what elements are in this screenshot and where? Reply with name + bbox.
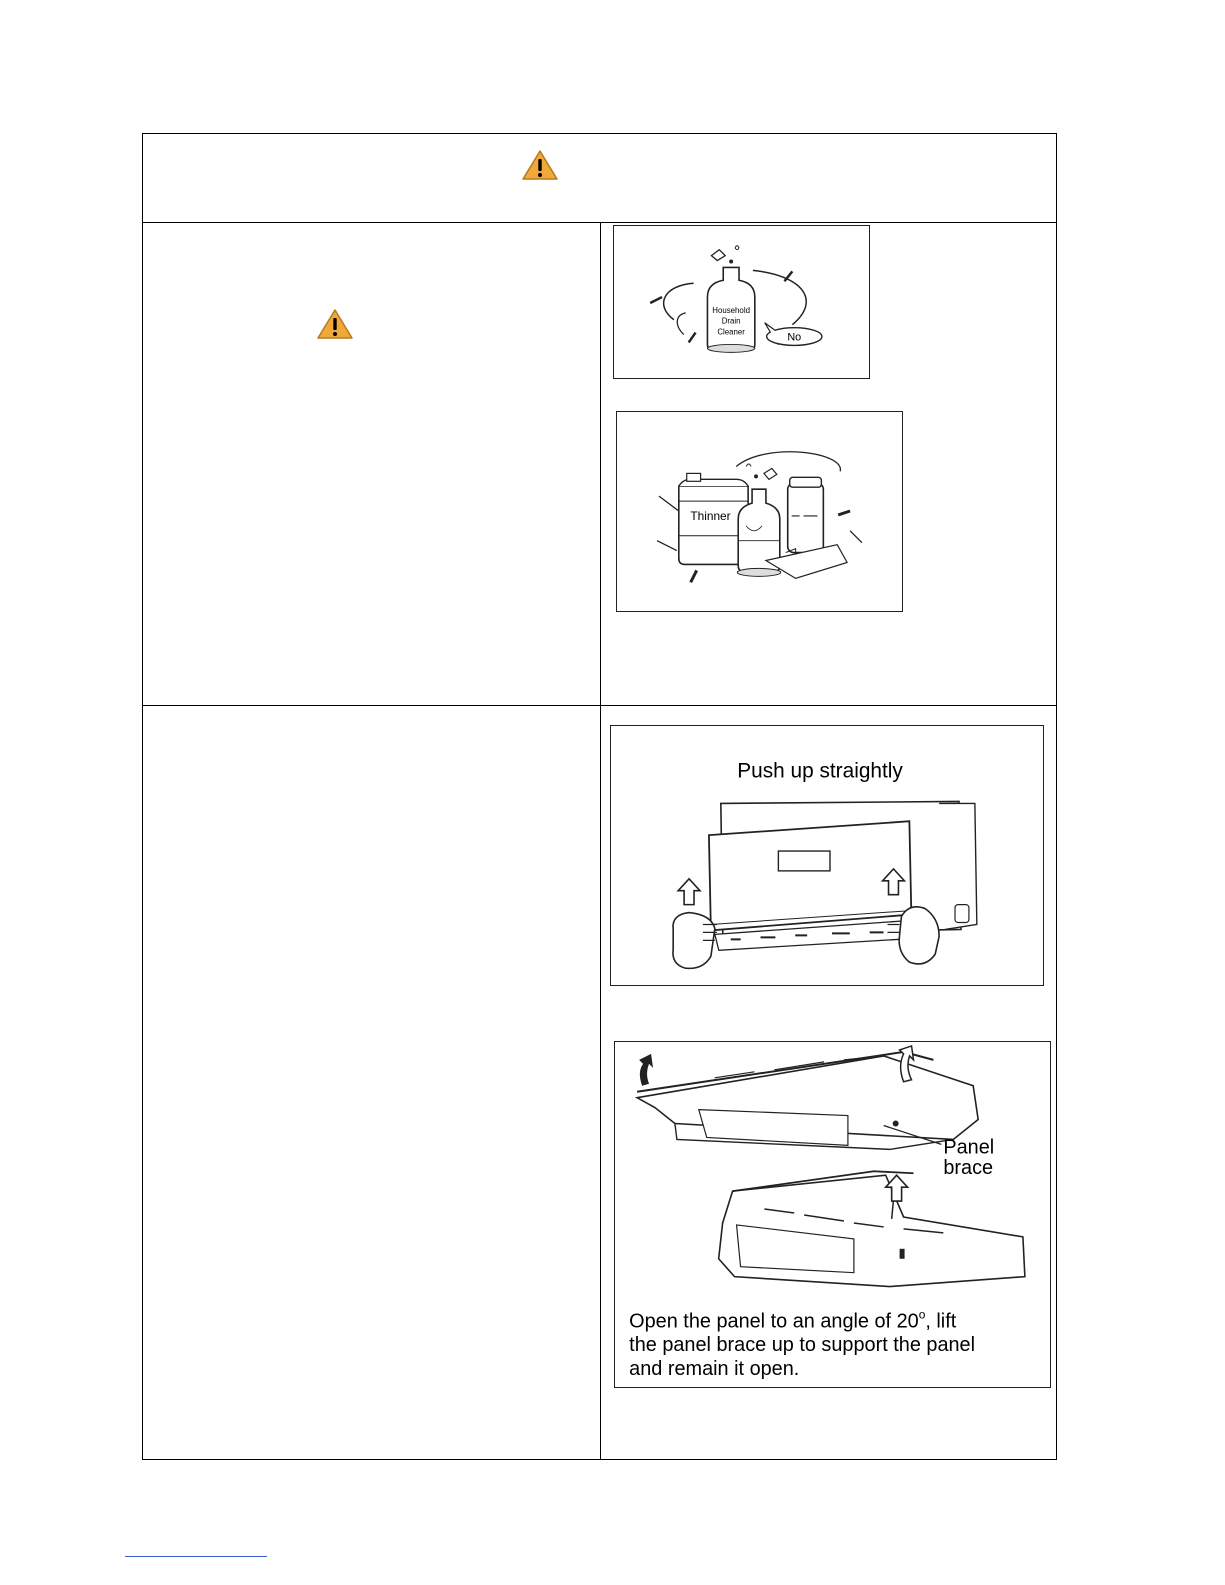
open-panel-caption-line1: Open the panel to an angle of 20	[629, 1310, 919, 1333]
bottle-label-line1: Household	[712, 305, 750, 315]
panel-brace-label-line1: Panel	[943, 1136, 995, 1159]
bottle-label-line3: Cleaner	[717, 327, 745, 337]
degree-superscript: o	[918, 1307, 926, 1322]
open-panel-caption-line2: the panel brace up to support the panel	[629, 1334, 976, 1357]
can-label: Thinner	[690, 508, 731, 523]
bottle-label-line2: Drain	[721, 316, 741, 326]
push-up-panel-illustration	[610, 725, 1044, 986]
thinner-illustration	[616, 411, 903, 612]
warning-triangle-icon	[521, 149, 559, 181]
speech-bubble-text: No	[787, 331, 802, 344]
warning-triangle-icon	[316, 308, 354, 340]
push-up-caption: Push up straightly	[737, 759, 903, 783]
open-panel-caption-line3: and remain it open.	[629, 1358, 800, 1381]
footer-link-underline	[125, 1556, 267, 1557]
open-panel-illustration	[614, 1041, 1051, 1388]
open-panel-caption-line1-end: , lift	[925, 1310, 957, 1333]
drain-cleaner-illustration	[613, 225, 870, 379]
column-divider	[600, 222, 601, 1460]
panel-brace-label-line2: brace	[943, 1157, 994, 1180]
svg-text:Open the panel to an angle of	[629, 1307, 957, 1332]
